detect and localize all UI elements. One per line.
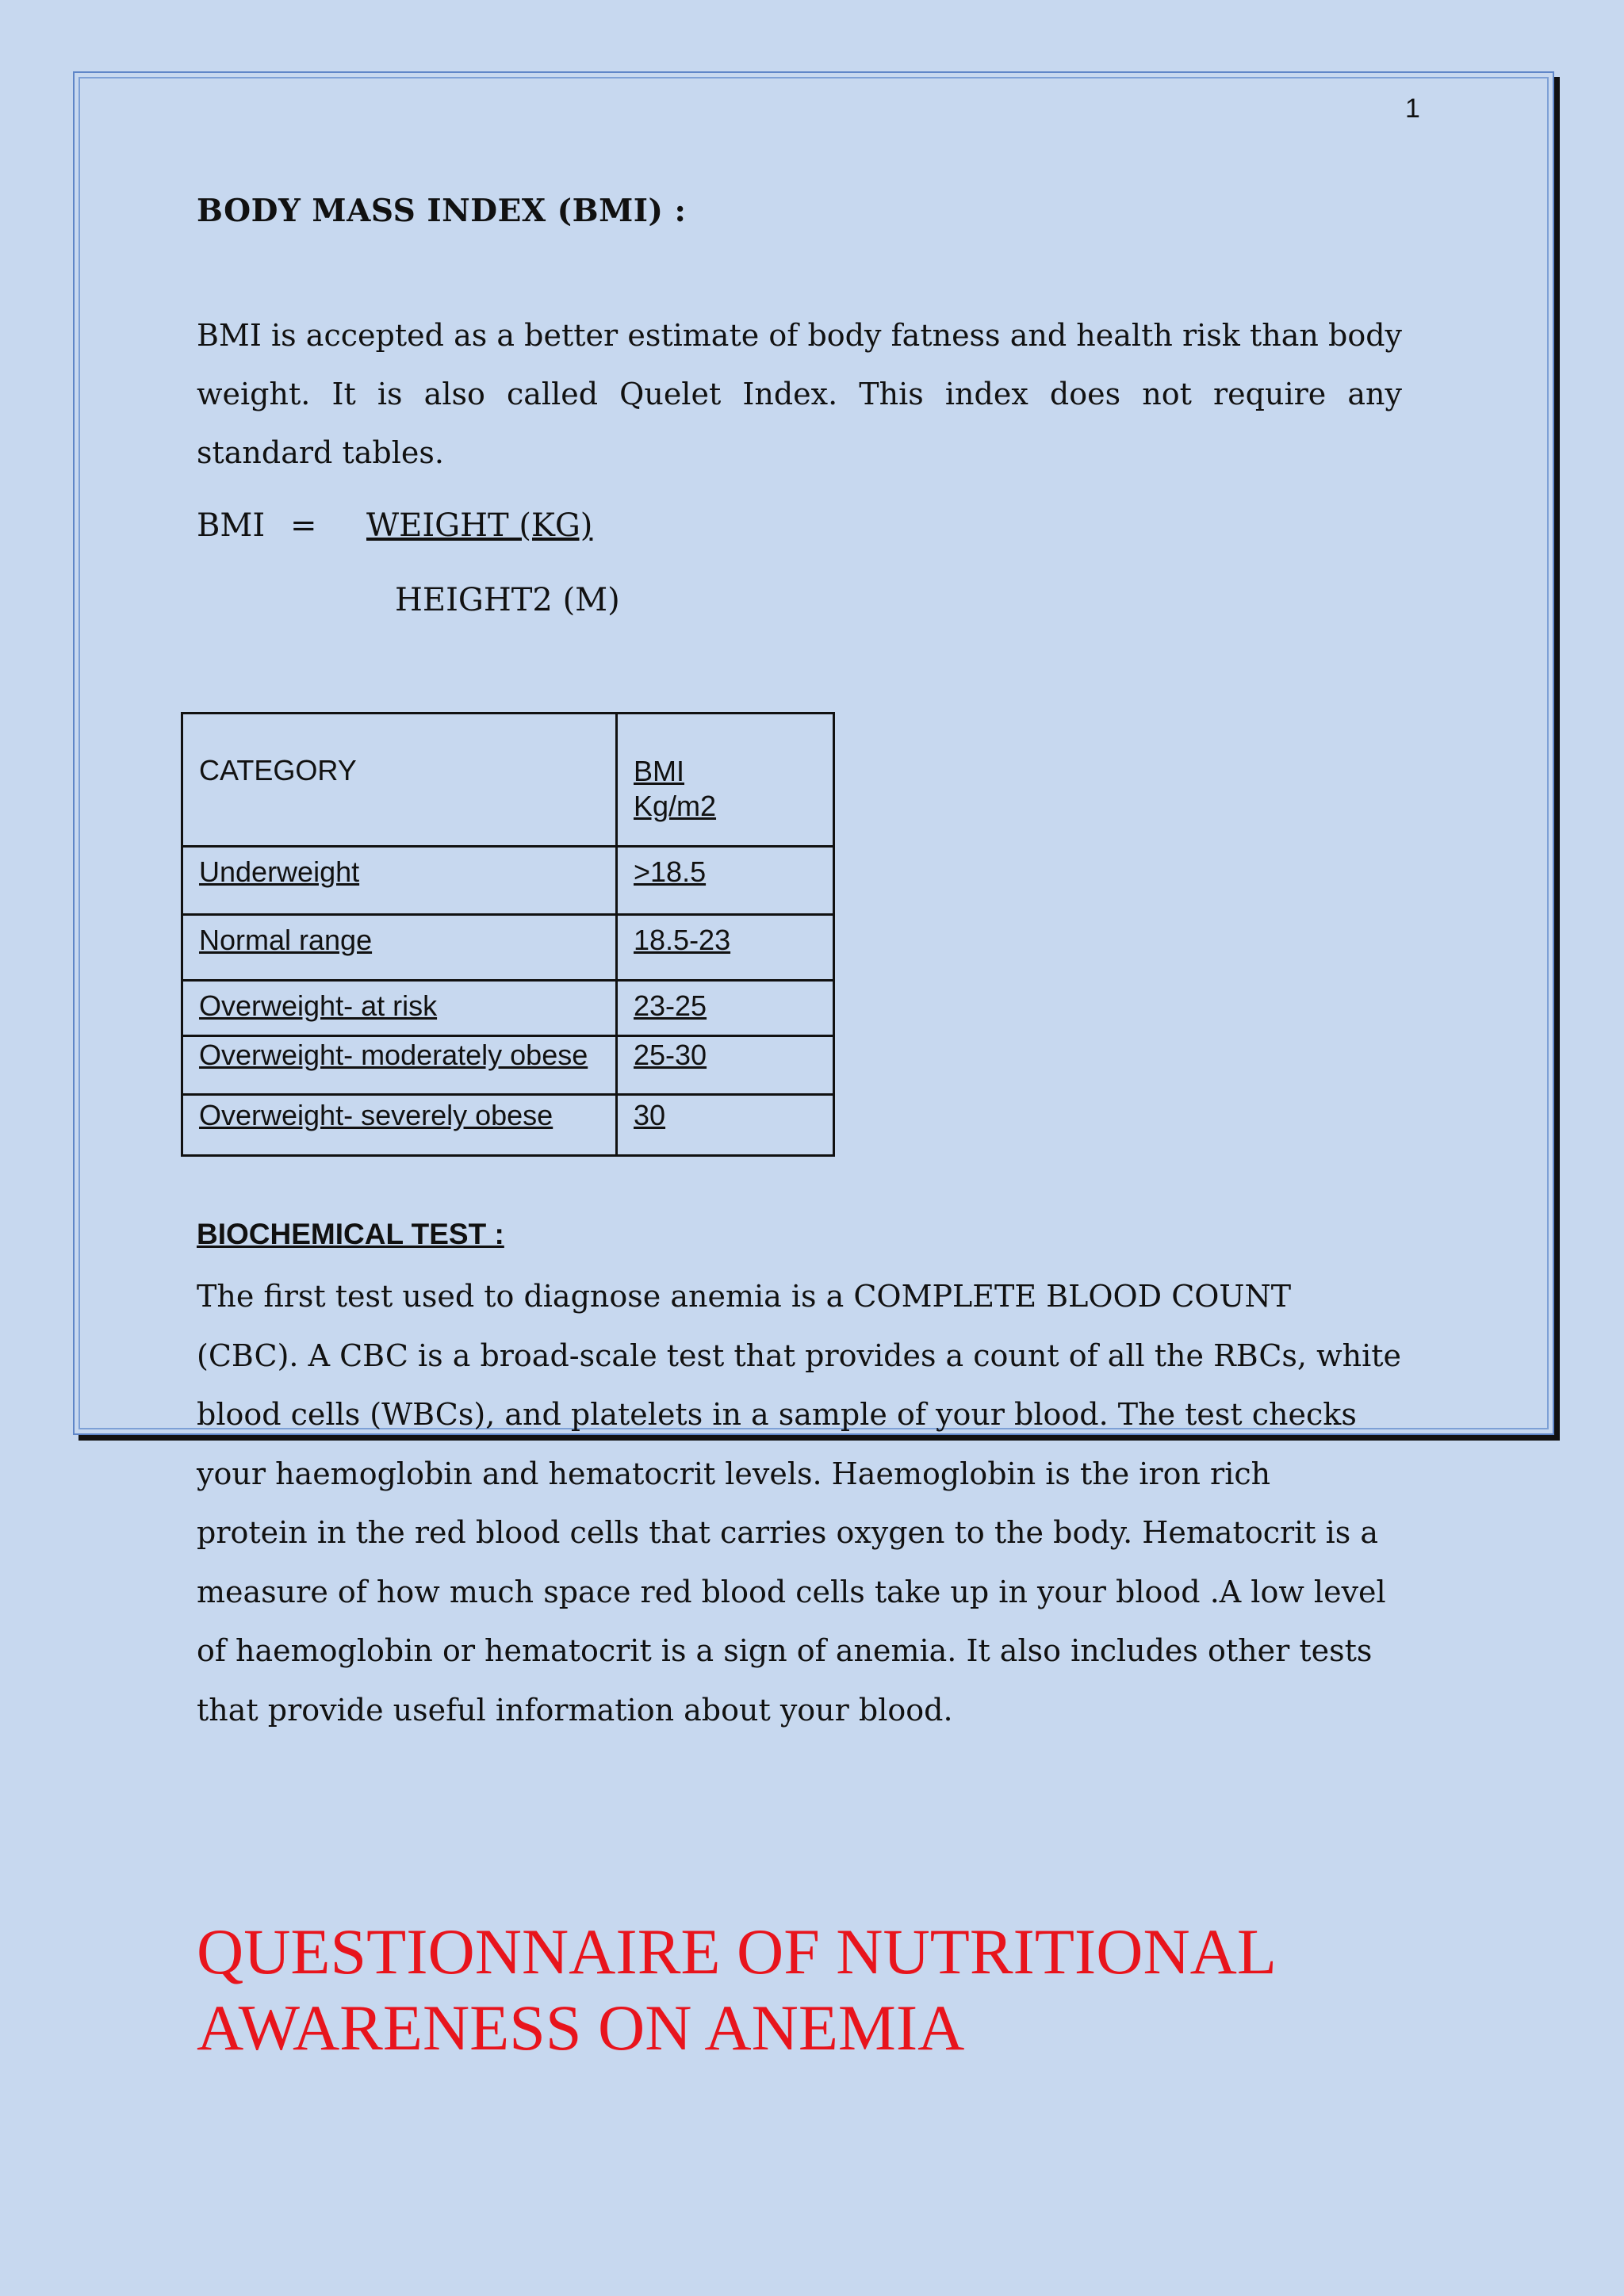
bmi-heading: BODY MASS INDEX (BMI) : (197, 193, 687, 229)
page-number: 1 (1405, 94, 1420, 124)
category-cell: Overweight- moderately obese (199, 1039, 588, 1071)
table-row (182, 1036, 834, 1095)
formula-denominator: HEIGHT2 (M) (395, 582, 620, 618)
header-category-cell (182, 714, 617, 847)
bmi-value-cell: 18.5-23 (634, 924, 731, 956)
questionnaire-title-line: QUESTIONNAIRE OF NUTRITIONAL (197, 1915, 1277, 1988)
paragraph-line: protein in the red blood cells that carries oxygen to the body. Hematocrit is a (197, 1515, 1379, 1550)
paragraph-line: measure of how much space red blood cells take up in your blood .A low level (197, 1574, 1386, 1609)
table-header-row (182, 714, 834, 847)
formula-numerator: WEIGHT (KG) (366, 507, 593, 544)
header-bmi-label: BMI (634, 755, 685, 787)
paragraph-line: your haemoglobin and hematocrit levels. Haemoglobin is the iron rich (197, 1456, 1271, 1491)
bmi-value-cell: >18.5 (634, 855, 707, 888)
header-bmi-cell (617, 714, 834, 847)
formula-equals: = (290, 507, 317, 544)
bmi-category-table (181, 712, 835, 1157)
biochemical-paragraph (197, 1267, 1426, 1739)
category-cell: Underweight (199, 855, 360, 888)
category-cell: Overweight- at risk (199, 989, 438, 1022)
biochemical-heading: BIOCHEMICAL TEST : (197, 1218, 504, 1250)
bmi-value-cell: 23-25 (634, 989, 707, 1022)
category-cell: Normal range (199, 924, 373, 956)
paragraph-line: that provide useful information about your blood. (197, 1692, 953, 1728)
bmi-value-cell: 25-30 (634, 1039, 707, 1071)
table-row (182, 915, 834, 981)
category-cell: Overweight- severely obese (199, 1099, 553, 1131)
header-bmi-unit: Kg/m2 (634, 790, 717, 822)
formula-lhs: BMI (197, 507, 266, 544)
bmi-value-cell: 30 (634, 1099, 666, 1131)
questionnaire-title (197, 1914, 1465, 2066)
table-row (182, 847, 834, 915)
table-row (182, 1095, 834, 1156)
header-category-label: CATEGORY (199, 754, 357, 786)
paragraph-line: (CBC). A CBC is a broad-scale test that provides a count of all the RBCs, white (197, 1337, 1401, 1373)
questionnaire-title-line: AWARENESS ON ANEMIA (197, 1992, 965, 2064)
table-row (182, 981, 834, 1036)
paragraph-line: of haemoglobin or hematocrit is a sign of anemia. It also includes other tests (197, 1633, 1373, 1668)
paragraph-line: blood cells (WBCs), and platelets in a sample of your blood. The test checks (197, 1397, 1357, 1432)
bmi-intro-paragraph: BMI is accepted as a better estimate of body fatness and health risk than body weight. It is also called Quelet Index. This index does not require any standard tables. (197, 318, 1402, 470)
paragraph-line: The first test used to diagnose anemia is a COMPLETE BLOOD COUNT (197, 1279, 1292, 1314)
